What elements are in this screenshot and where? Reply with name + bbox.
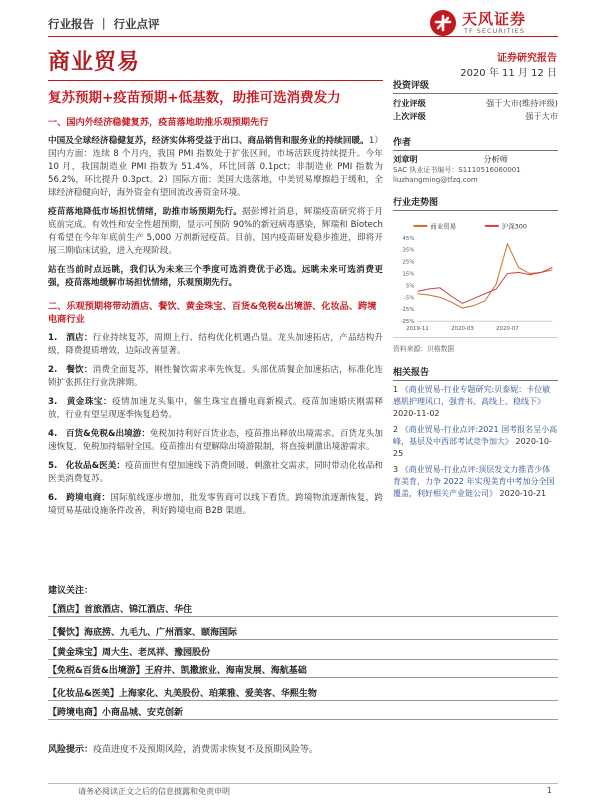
item-label: 5. 化妆品&医美： [48,461,125,471]
suggest-title: 建议关注： [48,586,94,596]
title-rule [48,80,383,81]
trend-chart [393,218,558,338]
logo-name-en: TF SECURITIES [464,27,525,35]
sidebar [393,78,558,504]
rating-title: 投资评级 [393,78,558,94]
legend-label: 沪深300 [501,222,527,231]
author-row [393,154,558,165]
item-label: 3. 黄金珠宝： [48,397,112,407]
y-tick-label: 35% [402,247,415,254]
footer-disclaimer: 请务必阅读正文之后的信息披露和免责申明 [78,787,230,796]
rating-row [393,97,558,110]
y-tick-label: 5% [405,283,415,290]
pick-row: 【免税&百货&出境游】王府井、凯撒旅业、海南发展、海航基础 [48,661,558,678]
y-tick-label: 45% [402,235,415,242]
related-report-title[interactable]: 《商业贸易-行业专题研究:贝泰妮：卡位敏感肌护理风口，强背书、高线上、稳线下》 [393,385,551,406]
legend-label: 商业贸易 [430,222,457,231]
related-index: 1 [393,385,399,394]
logo-name: 天风证券 [462,10,527,28]
rating-label: 行业评级 [393,98,426,108]
related-index: 2 [393,425,399,434]
paragraph-body: 1）国内方面：连续 8 个月内，我国 PMI 指数处于扩张区间，市场活跃度持续提升。今年 10 月，我国制造业 PMI 指数为 51.4%，环比回落 0.1pct；非制造业 PMI 指数为 56.2%，环比提升 0.3pct。2）国际方面：美国大选落地，中美贸易摩擦趋于缓和，全球经济稳健向好，海外资金有望回流改善资金环境。 [48,136,383,198]
x-tick-label: 2019-11 [406,326,429,333]
related-title: 相关报告 [393,365,558,381]
item-text: 消费全面复苏，刚性餐饮需求率先恢复。头部优质餐企加速拓店，标准化连锁扩张抓住行业洗牌期。 [48,365,383,388]
prev-rating-value: 强于大市 [525,111,558,121]
y-tick-label: 15% [402,271,415,278]
related-report-date: 2020-11-02 [393,409,440,418]
series-line [417,244,552,308]
paragraph [48,264,383,290]
item-text: 疫情加速龙头集中，催生珠宝直播电商新模式。疫苗加速婚庆刚需释放，行业有望呈现逐季恢复趋势。 [48,397,383,420]
paragraph-lead: 中国及全球经济稳健复苏，经济实体将受益于出口、商品销售和服务业的持续回暖。 [48,136,369,146]
section-1-title: 一、国内外经济稳健复苏，疫苗落地助推乐观预期先行 [48,117,269,128]
top-bar [48,12,558,34]
list-item [48,428,383,454]
paragraph-body: 据彭博社消息，辉瑞疫苗研究将于月底前完成。有效性和安全性超预期，显示可预防 90%的新冠病毒感染，辉瑞和 Biotech 有希望在今年年底前生产 5,000 万剂新冠疫苗。目前，国内疫苗研发稳步推进，即将开展三期临床试验，进入充现阶段。 [48,207,383,256]
rating-value: 强于大市(维持评级) [486,98,558,108]
risk-note [48,742,318,755]
x-tick-label: 2020-07 [496,326,519,333]
paragraph [48,206,383,258]
report-label: 证券研究报告 [497,53,557,64]
related-report[interactable] [393,424,558,460]
header-rule [48,36,558,37]
y-tick-label: 25% [402,259,415,266]
list-item [48,364,383,390]
related-index: 3 [393,465,399,474]
item-label: 1. 酒店： [48,333,93,343]
page-number: 1 [546,786,552,795]
paragraph [48,135,383,200]
item-text: 行业持续复苏，周期上行、结构优化机遇凸显。龙头加速拓店，产品结构升级，降费提质增效，边际改善显著。 [48,333,383,356]
author-name: 刘章明 [393,154,418,164]
item-text: 免税加持利好百货业态，疫苗推出释放出境需求。百货龙头加速恢复，免税加持辐射全国。疫苗推出有望解除出境游限制，将直接刺激出境游需求。 [48,429,383,452]
author-role: 分析师 [483,154,508,164]
chart-source: 资料来源：贝格数据 [393,345,455,353]
list-item [48,396,383,422]
related-report-date: 2020-10-25 [393,437,552,458]
y-tick-label: -15% [400,307,415,314]
prev-rating-label: 上次评级 [393,111,426,121]
paragraph-lead: 疫苗落地降低市场担忧情绪，助推市场预期先行。 [48,207,243,217]
report-type: 行业报告 ｜ 行业点评 [48,17,160,31]
report-date: 2020 年 11 月 12 日 [460,68,557,79]
author-email[interactable]: liuzhangming@tfzq.com [393,176,478,184]
list-item [48,492,383,518]
tf-securities-logo [428,6,558,40]
related-report[interactable] [393,384,558,420]
related-report-title[interactable]: 《商业贸易-行业点评:2021 国考报名呈小高峰，基层及中西部考试竞争加大》 [393,425,558,446]
y-tick-label: -25% [400,319,415,326]
headline: 复苏预期+疫苗预期+低基数，助推可选消费发力 [48,90,341,106]
item-label: 2. 餐饮： [48,365,93,375]
risk-text: 疫苗进度不及预期风险，消费需求恢复不及预期风险等。 [93,745,319,755]
section-2-title: 二、乐观预期将带动酒店、餐饮、黄金珠宝、百货&免税&出境游、化妆品、跨境电商行业 [48,301,377,325]
related-report-title[interactable]: 《商业贸易-行业点评:顶层发文力推青少体育美育，力争 2022 年实现美育中考加分全国覆盖，利好相关产业链公司》 [393,465,555,498]
item-label: 6. 跨境电商： [48,493,111,503]
risk-label: 风险提示： [48,745,94,755]
prev-rating-row [393,110,558,123]
pick-row: 【化妆品&医美】上海家化、丸美股份、珀莱雅、爱美客、华熙生物 [48,684,558,701]
pick-row: 【酒店】首旅酒店、锦江酒店、华住 [48,600,558,617]
item-text: 疫苗面世有望加速线下消费回暖、刺激社交需求，同时带动化妆品和医美消费复苏。 [48,461,383,484]
y-tick-label: -5% [403,295,415,302]
related-list [393,384,558,500]
pick-row: 【黄金珠宝】周大生、老凤祥、豫园股份 [48,643,558,660]
pick-row: 【餐饮】海底捞、九毛九、广州酒家、颐海国际 [48,623,558,640]
paragraph-lead: 站在当前时点远眺，我们认为未来三个季度可选消费优于必选。远眺未来可选消费更强，疫苗落地缓解市场担忧情绪，乐观预期先行。 [48,265,383,288]
main-column [48,86,383,518]
x-tick-label: 2020-03 [451,326,474,333]
list-item [48,460,383,486]
author-cert: SAC 执业证书编号：S1110516060001 [393,166,521,174]
footer-rule [48,783,558,784]
pick-row: 【跨境电商】小商品城、安克创新 [48,703,558,720]
trend-title: 行业走势图 [393,195,558,211]
related-report[interactable] [393,464,558,500]
item-text: 国际航线逐步增加，批发零售商可以线下看货。跨境物流逐渐恢复，跨境贸易基础设施条件改善，利好跨境电商 B2B 渠道。 [48,493,383,516]
list-item [48,332,383,358]
related-report-date: 2020-10-21 [499,489,547,498]
item-label: 4. 百货&免税&出境游： [48,429,151,439]
tf-logo-icon [428,8,458,38]
author-title: 作者 [393,135,558,151]
industry-title: 商业贸易 [48,50,141,75]
